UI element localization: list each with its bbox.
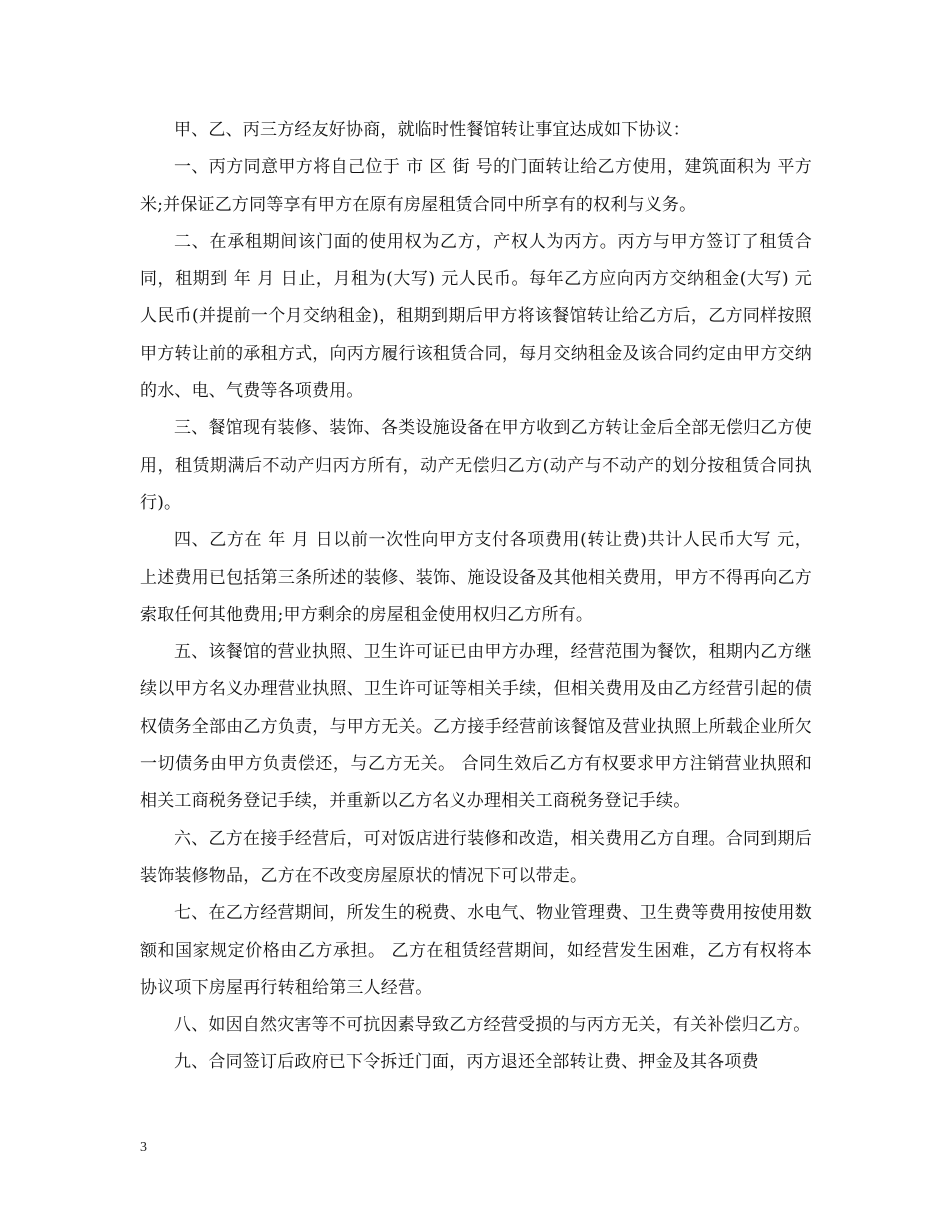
clause-4: 四、乙方在 年 月 日以前一次性向甲方支付各项费用(转让费)共计人民币大写 元，上述费用已包括第三条所述的装修、装饰、施设设备及其他相关费用，甲方不得再向乙方索取任何其他费用;甲方剩余的房屋租金使用权归乙方所有。	[140, 530, 812, 625]
clause-1: 一、丙方同意甲方将自己位于 市 区 街 号的门面转让给乙方使用，建筑面积为 平方米;并保证乙方同等享有甲方在原有房屋租赁合同中所享有的权利与义务。	[140, 157, 812, 215]
page-number: 3	[140, 1140, 147, 1155]
clause-2: 二、在承租期间该门面的使用权为乙方，产权人为丙方。丙方与甲方签订了租赁合同，租期到 年 月 日止，月租为(大写) 元人民币。每年乙方应向丙方交纳租金(大写) 元人民币(并提前一个月交纳租金)，租期到期后甲方将该餐馆转让给乙方后，乙方同样按照甲方转让前的承租方式，向丙方履行该租赁合同，每月交纳租金及该合同约定由甲方交纳的水、电、气费等各项费用。	[140, 231, 812, 402]
clause-8: 八、如因自然灾害等不可抗因素导致乙方经营受损的与丙方无关，有关补偿归乙方。	[174, 1015, 811, 1036]
clause-9: 九、合同签订后政府已下令拆迁门面，丙方退还全部转让费、押金及其各项费	[174, 1052, 759, 1073]
paragraph-intro: 甲、乙、丙三方经友好协商，就临时性餐馆转让事宜达成如下协议：	[174, 120, 690, 140]
agreement-body	[140, 112, 812, 1082]
clause-6: 六、乙方在接手经营后，可对饭店进行装修和改造，相关费用乙方自理。合同到期后装饰装修物品，乙方在不改变房屋原状的情况下可以带走。	[140, 828, 812, 886]
clause-7: 七、在乙方经营期间，所发生的税费、水电气、物业管理费、卫生费等费用按使用数额和国家规定价格由乙方承担。 乙方在租赁经营期间，如经营发生困难，乙方有权将本协议项下房屋再行转租给第三人经营。	[140, 903, 812, 998]
clause-5: 五、该餐馆的营业执照、卫生许可证已由甲方办理，经营范围为餐饮，租期内乙方继续以甲方名义办理营业执照、卫生许可证等相关手续，但相关费用及由乙方经营引起的债权债务全部由乙方负责，与甲方无关。乙方接手经营前该餐馆及营业执照上所载企业所欠一切债务由甲方负责偿还，与乙方无关。 合同生效后乙方有权要求甲方注销营业执照和相关工商税务登记手续，并重新以乙方名义办理相关工商税务登记手续。	[140, 642, 812, 812]
clause-3: 三、餐馆现有装修、装饰、各类设施设备在甲方收到乙方转让金后全部无偿归乙方使用，租赁期满后不动产归丙方所有，动产无偿归乙方(动产与不动产的划分按租赁合同执行)。	[140, 418, 812, 513]
